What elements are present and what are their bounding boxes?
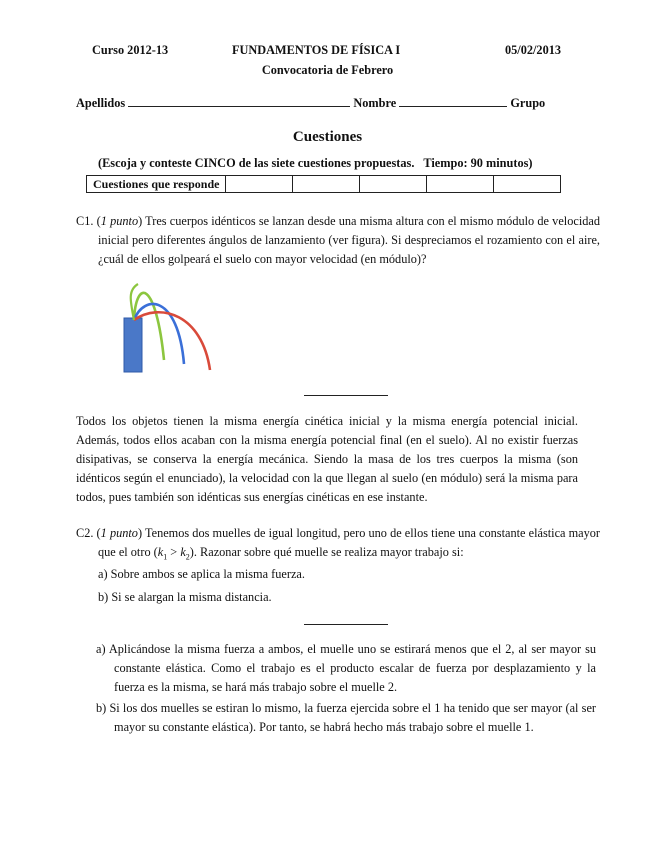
k1-symbol: k (157, 545, 164, 559)
question-text-b: ). Razonar sobre qué muelle se realiza mayor trabajo si: (189, 545, 464, 559)
answer-text: Aplicándose la misma fuerza a ambos, el muelle uno se estirará menos que el 2, al ser mayor su constante elástica. Como el trabajo es el producto escalar de fuerza por desplazamiento y la fuerza es la misma, se hará más trabajo sobre el muelle 2. (108, 642, 596, 694)
answer-c1: Todos los objetos tienen la misma energía cinética inicial y la misma energía potencial inicial. Además, todos ellos acaban con la misma energía potencial final (en el suelo). Al no existir fuerzas disipativas, se conserva la energía mecánica. Siendo la masa de los tres cuerpos la misma (son idénticos según el enunciado), la velocidad con la que llegan al suelo (en módulo) será la misma para todos, pues también son idénticas sus energías cinéticas en ese instante. (76, 414, 578, 504)
c2-option-b (98, 590, 272, 605)
c2-answer-a (96, 640, 596, 697)
option-text: Sobre ambos se aplica la misma fuerza. (110, 567, 305, 581)
surname-label: Apellidos (76, 96, 126, 110)
option-text: Si se alargan la misma distancia. (111, 590, 272, 604)
projectile-figure (100, 280, 220, 376)
question-text-a: Tenemos dos muelles de igual longitud, pero uno de ellos tiene una constante elástica mayor que el otro ( (98, 526, 601, 559)
answer-cell[interactable] (494, 176, 561, 193)
question-points: 1 punto (100, 214, 139, 228)
answer-cell[interactable] (427, 176, 494, 193)
answer-label: b) (96, 701, 107, 715)
section-title: Cuestiones (292, 129, 363, 145)
c2-option-a (98, 567, 305, 582)
exam-date: 05/02/2013 (505, 43, 562, 57)
separator-line (304, 395, 388, 396)
k1-subscript: 1 (163, 552, 168, 562)
answer-cell[interactable] (226, 176, 293, 193)
course-year: Curso 2012-13 (92, 43, 169, 57)
option-label: b) (98, 590, 109, 604)
separator-line (304, 624, 388, 625)
option-label: a) (98, 567, 108, 581)
greater-than: > (167, 545, 181, 559)
answered-questions-table (86, 175, 561, 193)
answer-label: a) (96, 642, 106, 656)
trajectory-red (134, 312, 210, 370)
exam-session: Convocatoria de Febrero (261, 63, 394, 77)
section-instructions: (Escoja y conteste CINCO de las siete cuestiones propuestas. Tiempo: 90 minutos) (98, 156, 533, 170)
answer-text: Si los dos muelles se estiran lo mismo, la fuerza ejercida sobre el 1 ha tenido que ser mayor (al ser mayor su constante elástica). Por tanto, se habrá hecho más trabajo sobre el muelle 1. (109, 701, 597, 734)
answered-questions-label: Cuestiones que responde (87, 176, 226, 193)
answer-cell[interactable] (360, 176, 427, 193)
launch-tower (124, 318, 142, 372)
name-field[interactable] (399, 95, 507, 107)
c2-answer-b (96, 699, 596, 737)
answer-cell[interactable] (293, 176, 360, 193)
k2-subscript: 2 (185, 552, 190, 562)
question-text: Tres cuerpos idénticos se lanzan desde una misma altura con el mismo módulo de velocidad inicial pero diferentes ángulos de lanzamiento (ver figura). Si despreciamos el rozamiento con el aire, ¿cuál de ellos golpeará el suelo con mayor velocidad (en módulo)? (98, 214, 600, 266)
id-fields-row (76, 95, 566, 111)
question-c2: C2. (1 punto) Tenemos dos muelles de igual longitud, pero uno de ellos tiene una constante elástica mayor que el otro $(k_1 > k_2)$. Razonar sobre qué muelle se realiza mayor trabajo si: (76, 526, 601, 562)
question-c1: C1. (1 punto) Tres cuerpos idénticos se lanzan desde una misma altura con el mismo módulo de velocidad inicial pero diferentes ángulos de lanzamiento (ver figura). Si despreciamos el rozamiento con el aire, ¿cuál de ellos golpeará el suelo con mayor velocidad (en módulo)? (76, 214, 600, 266)
subject-title: FUNDAMENTOS DE FÍSICA I (232, 43, 401, 57)
k2-symbol: k (180, 545, 186, 559)
group-label: Grupo (510, 96, 546, 110)
question-number: C1. (76, 214, 94, 228)
surname-field[interactable] (128, 95, 350, 107)
question-points: 1 punto (100, 526, 138, 540)
name-label: Nombre (353, 96, 397, 110)
question-number: C2. (76, 526, 94, 540)
